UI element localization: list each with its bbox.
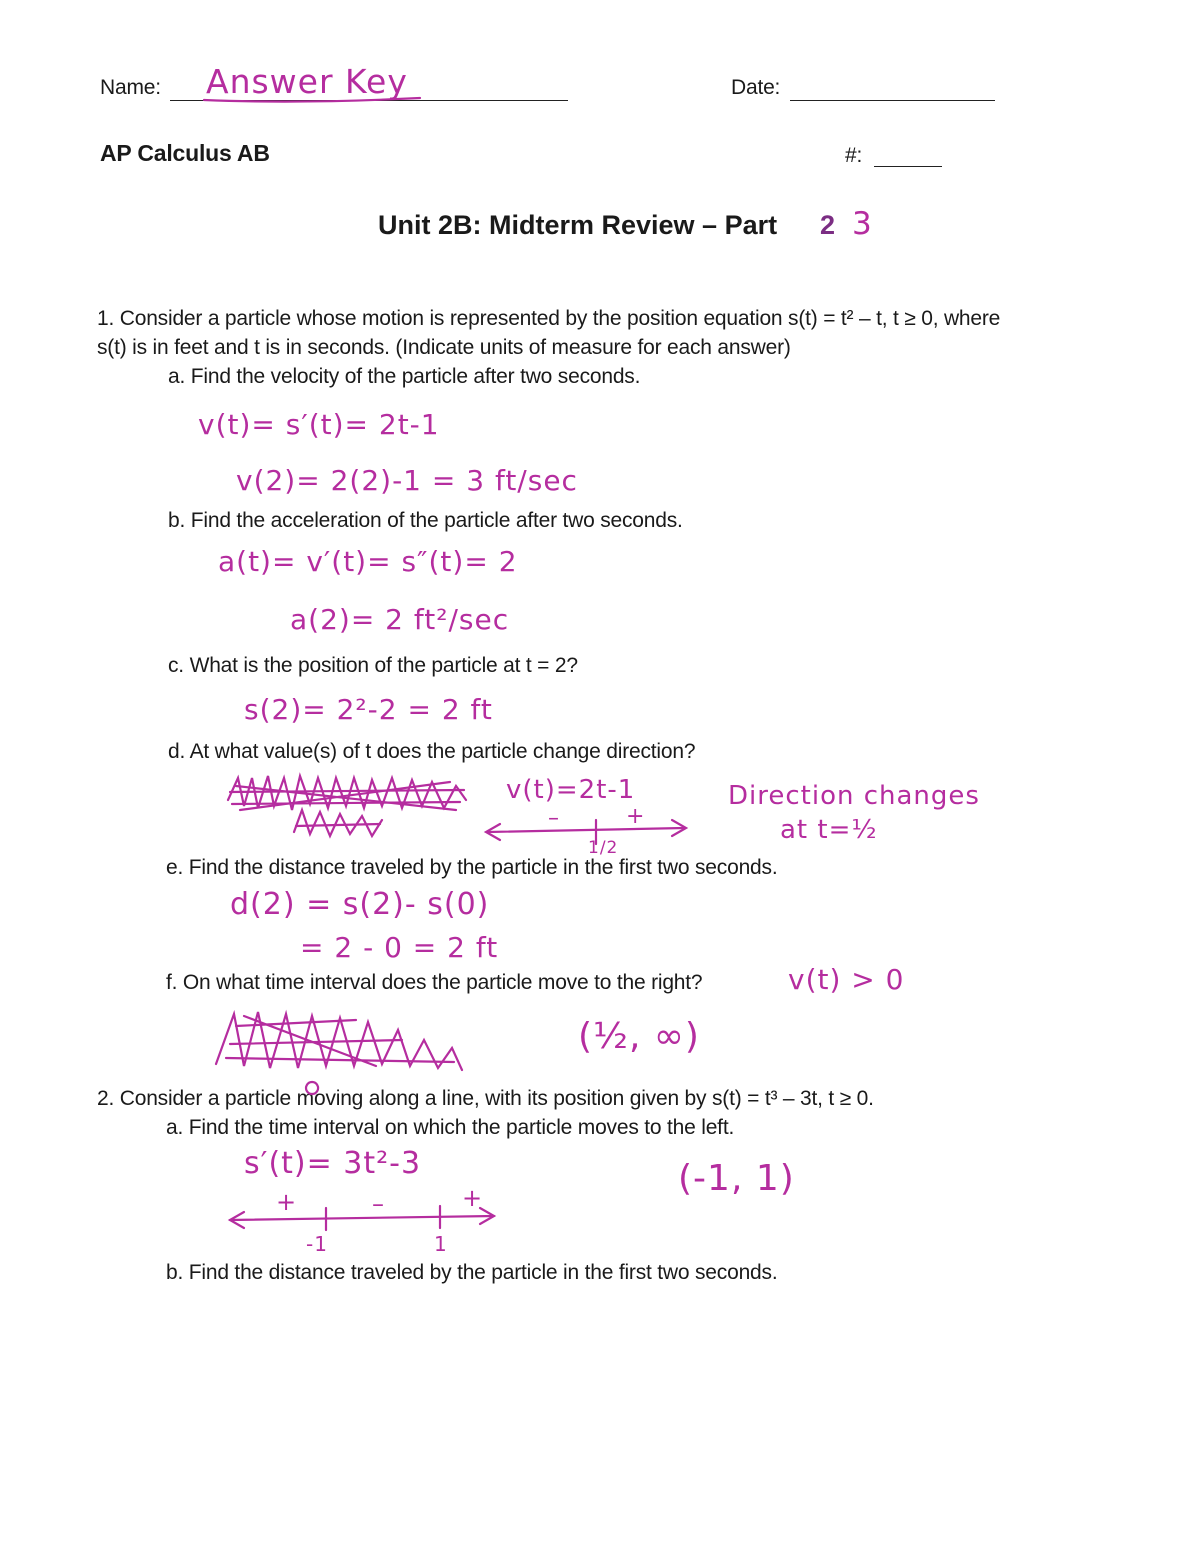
page-title: Unit 2B: Midterm Review – Part (378, 210, 778, 240)
q1a-work-line1: v(t)= s′(t)= 2t-1 (198, 408, 440, 441)
q2a-prompt: a. Find the time interval on which the particle moves to the left. (166, 1116, 735, 1139)
q1d-prompt: d. At what value(s) of t does the particle change direction? (168, 740, 696, 763)
q1d-sign-minus: – (548, 806, 560, 831)
name-label: Name: (100, 76, 161, 99)
title-written-number: 3 (852, 206, 873, 242)
title-struck-number: 2 (820, 210, 836, 240)
q1d-work-line1: v(t)=2t-1 (506, 775, 636, 805)
q2a-answer: (-1, 1) (678, 1158, 795, 1199)
q1f-scribble (216, 1012, 462, 1094)
number-label: #: (845, 144, 863, 167)
q2a-tick-right-label: 1 (434, 1232, 448, 1256)
q1d-answer-line2: at t=½ (780, 815, 878, 845)
q1b-work-line1: a(t)= v′(t)= s″(t)= 2 (218, 545, 518, 578)
q2a-sign-left: + (276, 1188, 298, 1216)
q1b-prompt: b. Find the acceleration of the particle after two seconds. (168, 509, 683, 532)
q1d-sign-plus: + (626, 804, 646, 829)
course-title: AP Calculus AB (100, 140, 270, 166)
name-underline-stroke (204, 98, 420, 102)
q2a-number-line (230, 1206, 494, 1230)
q1e-prompt: e. Find the distance traveled by the particle in the first two seconds. (166, 856, 778, 879)
date-label: Date: (731, 76, 781, 99)
q2a-sign-mid: – (372, 1190, 385, 1218)
q2a-work-line1: s′(t)= 3t²-3 (244, 1146, 422, 1181)
q1d-scribble (228, 776, 466, 836)
q2b-prompt: b. Find the distance traveled by the particle in the first two seconds. (166, 1261, 778, 1284)
q1a-prompt: a. Find the velocity of the particle after two seconds. (168, 365, 641, 388)
q1d-tick-label: 1/2 (588, 838, 619, 858)
q1d-number-line (486, 820, 686, 844)
q1a-work-line2: v(2)= 2(2)-1 = 3 ft/sec (236, 464, 578, 497)
q1c-prompt: c. What is the position of the particle at t = 2? (168, 654, 578, 677)
q1f-condition: v(t) > 0 (788, 963, 905, 996)
q2a-sign-right: + (462, 1184, 484, 1212)
q2-prompt: 2. Consider a particle moving along a line, with its position given by s(t) = t³ – 3t, t ≥ 0. (97, 1087, 874, 1110)
q2a-tick-left-label: -1 (306, 1232, 328, 1256)
q1-prompt-line1: 1. Consider a particle whose motion is represented by the position equation s(t) = t² – t, t ≥ 0, where (97, 307, 1001, 330)
q1d-answer-line1: Direction changes (728, 781, 980, 811)
q1f-answer: (½, ∞) (578, 1016, 700, 1057)
q1e-work-line2: = 2 - 0 = 2 ft (300, 931, 499, 964)
q1f-prompt: f. On what time interval does the particle move to the right? (166, 971, 703, 994)
q1c-work-line1: s(2)= 2²-2 = 2 ft (244, 693, 493, 726)
name-value: Answer Key (206, 62, 408, 101)
q1-prompt-line2: s(t) is in feet and t is in seconds. (Indicate units of measure for each answer) (97, 336, 791, 359)
q1b-work-line2: a(2)= 2 ft²/sec (290, 603, 510, 636)
q1e-work-line1: d(2) = s(2)- s(0) (230, 887, 490, 922)
